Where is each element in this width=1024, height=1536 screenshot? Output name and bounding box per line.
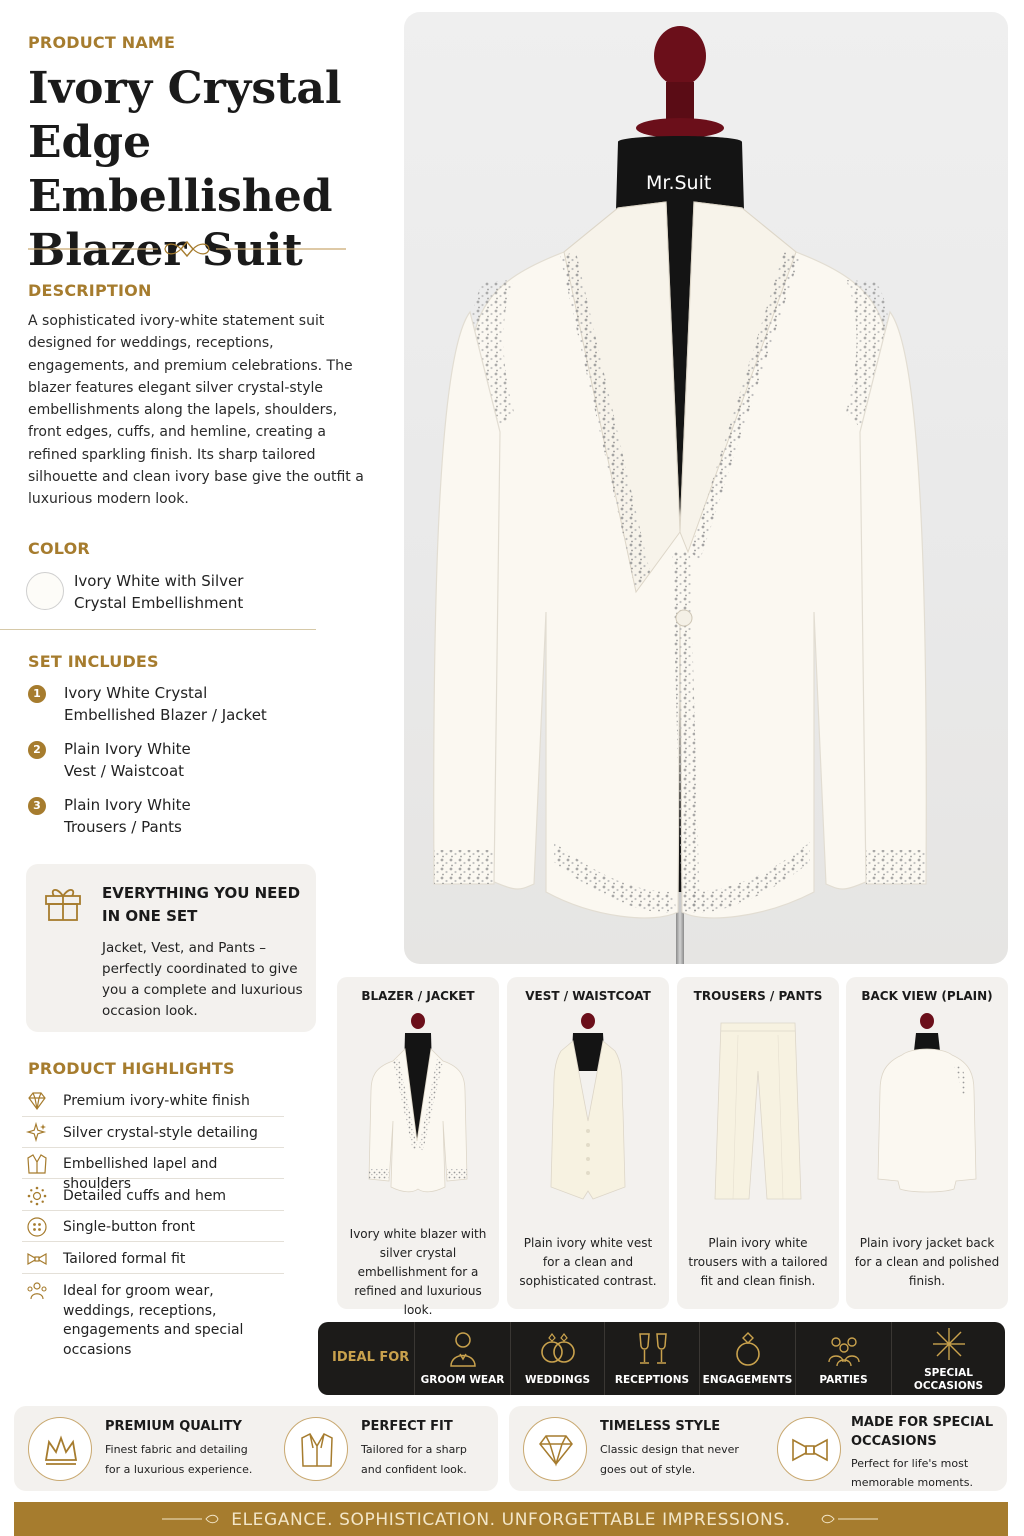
diamond-icon	[26, 1090, 48, 1112]
highlight-item	[22, 1090, 284, 1117]
blazer-illustration	[404, 12, 1008, 964]
color-value: Ivory White with Silver Crystal Embellishment	[74, 572, 244, 612]
highlight-item	[22, 1280, 284, 1358]
ideal-for-item-label: GROOM WEAR	[420, 1374, 505, 1386]
bowtie-icon	[26, 1248, 48, 1270]
feature-body: Finest fabric and detailing for a luxurious experience.	[105, 1443, 253, 1476]
dots-ring-icon	[26, 1185, 48, 1207]
trousers-thumbnail-illustration	[683, 1011, 833, 1201]
ideal-for-item	[699, 1322, 795, 1395]
feature-title: TIMELESS STYLE	[600, 1419, 721, 1434]
suit-icon	[297, 1430, 337, 1470]
features-panel-right	[509, 1406, 1007, 1491]
set-includes-label: SET INCLUDES	[28, 652, 159, 671]
jacket-icon	[26, 1153, 48, 1175]
thumbnail-caption: Ivory white blazer with silver crystal embellishment for a refined and luxurious look.	[349, 1227, 487, 1317]
feature-title: PERFECT FIT	[361, 1419, 453, 1434]
highlight-item	[22, 1185, 284, 1211]
feature-icon-circle	[777, 1417, 841, 1481]
glasses-icon	[635, 1330, 671, 1368]
blazer-thumbnail-illustration	[343, 1011, 493, 1201]
highlight-text: Detailed cuffs and hem	[63, 1188, 227, 1204]
highlight-text: Single-button front	[63, 1219, 196, 1235]
features-panel-left	[14, 1406, 498, 1491]
ring-icon	[732, 1330, 764, 1368]
thumbnail-title: BACK VIEW (PLAIN)	[861, 989, 993, 1003]
highlight-text: Silver crystal-style detailing	[63, 1125, 258, 1141]
ideal-for-item	[414, 1322, 510, 1395]
bowtie-icon	[790, 1430, 830, 1470]
everything-you-need-card	[26, 864, 316, 1032]
gem-icon	[536, 1430, 576, 1470]
set-item-text: Ivory White Crystal Embellished Blazer / Jacket	[64, 684, 267, 724]
ideal-for-item	[604, 1322, 699, 1395]
crown-icon	[41, 1430, 81, 1470]
feature-body: Tailored for a sharp and confident look.	[361, 1443, 467, 1476]
ideal-for-bar	[318, 1322, 1005, 1395]
gift-icon	[42, 882, 84, 924]
set-item-text: Plain Ivory White Vest / Waistcoat	[64, 740, 191, 780]
ideal-for-item-label: PARTIES	[819, 1374, 868, 1386]
party-icon	[826, 1330, 862, 1368]
rings-icon	[539, 1330, 577, 1368]
description-label: DESCRIPTION	[28, 281, 152, 300]
feature-title: MADE FOR SPECIAL OCCASIONS	[851, 1415, 994, 1449]
set-item-text: Plain Ivory White Trousers / Pants	[64, 796, 191, 836]
firework-icon	[931, 1326, 967, 1362]
footer-tagline: ELEGANCE. SOPHISTICATION. UNFORGETTABLE IMPRESSIONS.	[231, 1510, 791, 1530]
thumbnail-caption: Plain ivory white trousers with a tailored fit and clean finish.	[688, 1236, 828, 1288]
thumbnail-title: TROUSERS / PANTS	[693, 989, 823, 1003]
highlight-item	[22, 1153, 284, 1192]
vest-thumbnail-illustration	[513, 1011, 663, 1201]
thumbnail-title: BLAZER / JACKET	[361, 989, 475, 1003]
highlight-item	[22, 1248, 284, 1274]
ideal-for-label: IDEAL FOR	[332, 1350, 410, 1365]
groom-icon	[448, 1330, 478, 1368]
footer-banner	[14, 1502, 1008, 1536]
set-item-number: 3	[28, 797, 46, 815]
ideal-for-item-label: SPECIAL OCCASIONS	[913, 1367, 984, 1392]
highlight-item	[22, 1122, 284, 1148]
right-ornament-icon	[820, 1512, 878, 1526]
highlight-item	[22, 1216, 284, 1242]
feature-body: Classic design that never goes out of style.	[600, 1443, 739, 1476]
feature-icon-circle	[284, 1417, 348, 1481]
thumbnail-caption: Plain ivory jacket back for a clean and polished finish.	[854, 1236, 1000, 1288]
description-text: A sophisticated ivory-white statement suit designed for weddings, receptions, engagements, and premium celebrations. The blazer features elegant silver crystal-style embellishments along the lapels, shoulders, front edges, cuffs, and hemline, creating a refined sparkling finish. Its sharp tailored silhouette and clean ivory base give the outfit a luxurious modern look.	[28, 313, 364, 508]
ideal-for-item	[795, 1322, 891, 1395]
button-icon	[26, 1216, 48, 1238]
hero-product-image	[404, 12, 1008, 964]
set-item-number: 1	[28, 685, 46, 703]
highlight-text: Embellished lapel and shoulders	[63, 1156, 218, 1192]
sparkle-icon	[26, 1122, 48, 1144]
thumbnail-back-view[interactable]	[846, 977, 1008, 1309]
feature-title: PREMIUM QUALITY	[105, 1419, 242, 1434]
ideal-for-item-label: RECEPTIONS	[614, 1374, 690, 1386]
thumbnail-caption: Plain ivory white vest for a clean and sophisticated contrast.	[519, 1236, 657, 1288]
feature-icon-circle	[523, 1417, 587, 1481]
thumbnail-trousers[interactable]	[677, 977, 839, 1309]
highlight-text: Ideal for groom wear, weddings, receptions, engagements and special occasions	[63, 1283, 244, 1358]
highlights-label: PRODUCT HIGHLIGHTS	[28, 1059, 235, 1078]
feature-body: Perfect for life's most memorable moments.	[851, 1457, 973, 1489]
ideal-for-item-label: ENGAGEMENTS	[702, 1374, 793, 1386]
back-view-thumbnail-illustration	[852, 1011, 1002, 1201]
highlight-text: Tailored formal fit	[63, 1251, 186, 1267]
color-label: COLOR	[28, 539, 90, 558]
thumbnail-title: VEST / WAISTCOAT	[525, 989, 651, 1003]
set-item-number: 2	[28, 741, 46, 759]
thumbnail-blazer[interactable]	[337, 977, 499, 1317]
ideal-for-item	[510, 1322, 604, 1395]
mannequin-brand-label: Mr.Suit	[646, 172, 712, 194]
people-icon	[26, 1280, 48, 1302]
thumbnail-vest[interactable]	[507, 977, 669, 1309]
color-swatch	[26, 572, 64, 610]
ideal-for-item	[891, 1322, 1005, 1395]
everything-body: Jacket, Vest, and Pants – perfectly coordinated to give you a complete and luxurious occasion look.	[102, 940, 303, 1019]
page-title: Ivory Crystal Edge Embellished Blazer Suit	[28, 63, 342, 276]
ideal-for-item-label: WEDDINGS	[524, 1374, 591, 1386]
section-divider	[0, 629, 316, 630]
everything-title: EVERYTHING YOU NEED IN ONE SET	[102, 884, 301, 925]
product-name-label: PRODUCT NAME	[28, 33, 176, 52]
ornament-divider	[28, 236, 346, 262]
highlight-text: Premium ivory-white finish	[63, 1093, 250, 1109]
feature-icon-circle	[28, 1417, 92, 1481]
